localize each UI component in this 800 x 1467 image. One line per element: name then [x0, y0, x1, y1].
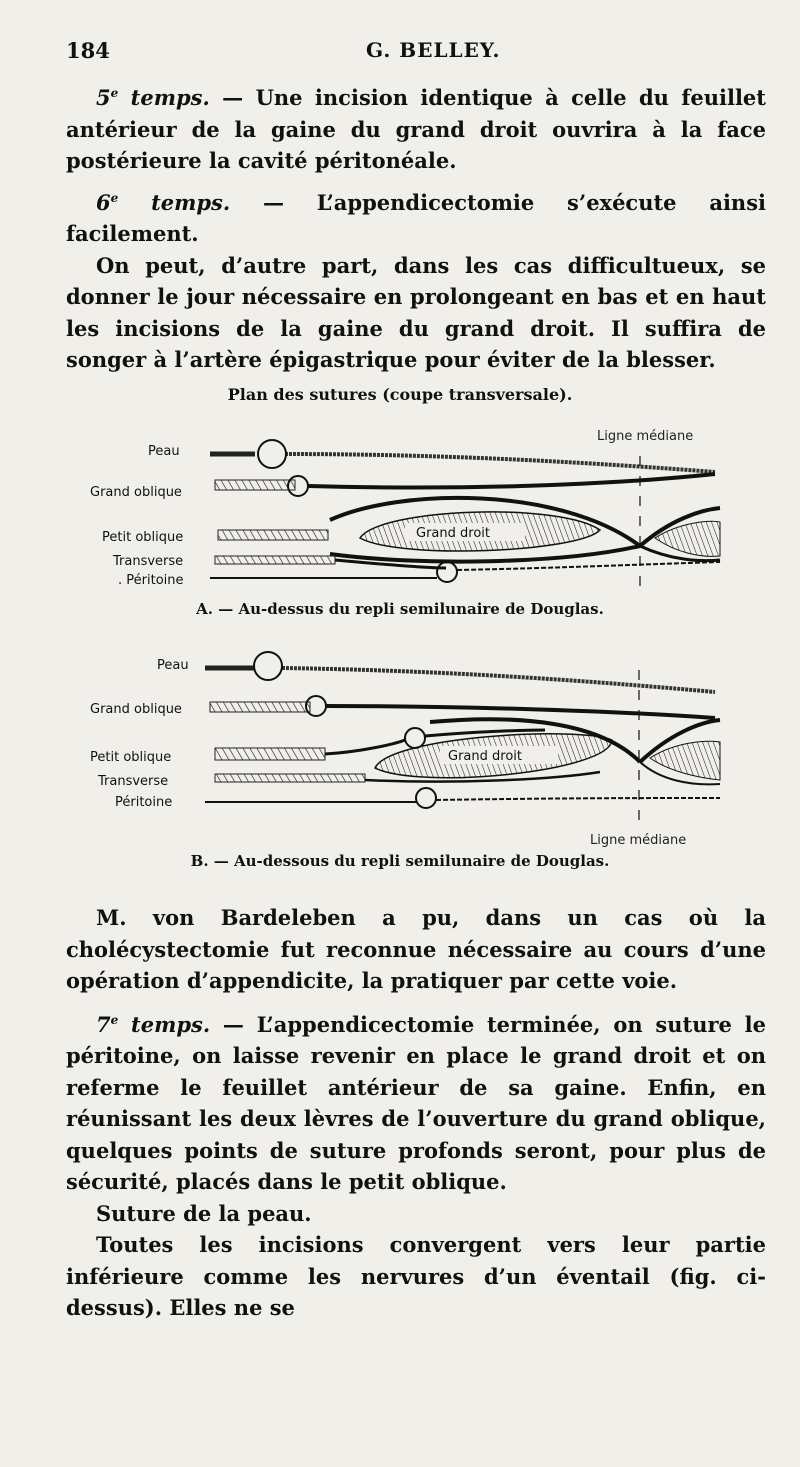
- figure-a-caption: A. — Au-dessus du repli semilunaire de Douglas.: [196, 600, 604, 618]
- label-ligne-mediane: Ligne médiane: [590, 833, 687, 848]
- peritoine-layer: [210, 562, 720, 582]
- skin-layer: [210, 440, 715, 472]
- label-petit-oblique: Petit oblique: [102, 530, 184, 545]
- paragraph-incisions-convergent: Toutes les incisions convergent vers leur partie inférieure comme les nervures d’un éventail (fig. ci-dessus). Elles ne se: [66, 1232, 766, 1320]
- label-transverse: Transverse: [98, 774, 169, 789]
- step-label: 5e temps.: [96, 85, 210, 110]
- label-petit-oblique: Petit oblique: [90, 750, 172, 765]
- peritoine-layer: [205, 788, 720, 808]
- label-grand-oblique: Grand oblique: [90, 485, 182, 500]
- paragraph-7e-temps: 7e temps. — L’appendicectomie terminée, on suture le péritoine, on laisse revenir en place le grand droit et on referme le feuillet antérieur de sa gaine. Enfin, en réunissant les deux lèvres de l’ouverture du grand oblique, quelques points de suture profonds seront, pour plus de sécurité, placés dans le petit oblique.: [66, 1011, 767, 1194]
- label-peritoine: Péritoine: [115, 795, 173, 810]
- petit-oblique-layer: [218, 530, 328, 540]
- page-header: [66, 38, 760, 68]
- label-peau: Peau: [157, 658, 189, 673]
- figure-a-diagram: [0, 410, 800, 600]
- label-ligne-mediane: Ligne médiane: [597, 429, 694, 444]
- label-grand-droit: Grand droit: [416, 526, 490, 541]
- step-label: 6e temps.: [96, 189, 231, 215]
- grand-droit-muscle: [375, 719, 720, 784]
- figure-b-caption: B. — Au-dessous du repli semilunaire de Douglas.: [190, 852, 610, 870]
- label-grand-droit: Grand droit: [448, 749, 522, 764]
- step-label: 7e temps.: [96, 1011, 211, 1037]
- paragraph-incisions: On peut, d’autre part, dans les cas difficultueux, se donner le jour nécessaire en prolongeant en bas et en haut les incisions de la gaine du grand droit. Il suffira de songer à l’artère épigastrique pour éviter de la blesser.: [66, 252, 766, 372]
- grand-droit-muscle: [330, 498, 720, 562]
- label-peritoine: . Péritoine: [118, 573, 184, 588]
- running-head: G. BELLEY.: [366, 38, 501, 62]
- label-transverse: Transverse: [113, 554, 184, 569]
- page-number: 184: [66, 38, 110, 63]
- paragraph-suture-peau: Suture de la peau.: [96, 1200, 312, 1226]
- text-bottom: [66, 902, 766, 1324]
- label-grand-oblique: Grand oblique: [90, 702, 182, 717]
- label-peau: Peau: [148, 444, 180, 459]
- figure-b-diagram: [0, 640, 800, 848]
- paragraph-bardeleben: M. von Bardeleben a pu, dans un cas où la cholécystectomie fut reconnue nécessaire au cours d’une opération d’appendicite, la pratiquer par cette voie.: [66, 905, 766, 993]
- figure-title: Plan des sutures (coupe transversale).: [227, 385, 573, 404]
- paragraph-6e-temps: 6e temps. — L’appendicectomie s’exécute ainsi facilement.: [66, 189, 766, 246]
- text-top: [66, 82, 766, 376]
- paragraph-5e-temps: 5e temps. — Une incision identique à celle du feuillet antérieur de la gaine du grand droit ouvrira à la face postérieure la cavité péritonéale.: [66, 85, 766, 173]
